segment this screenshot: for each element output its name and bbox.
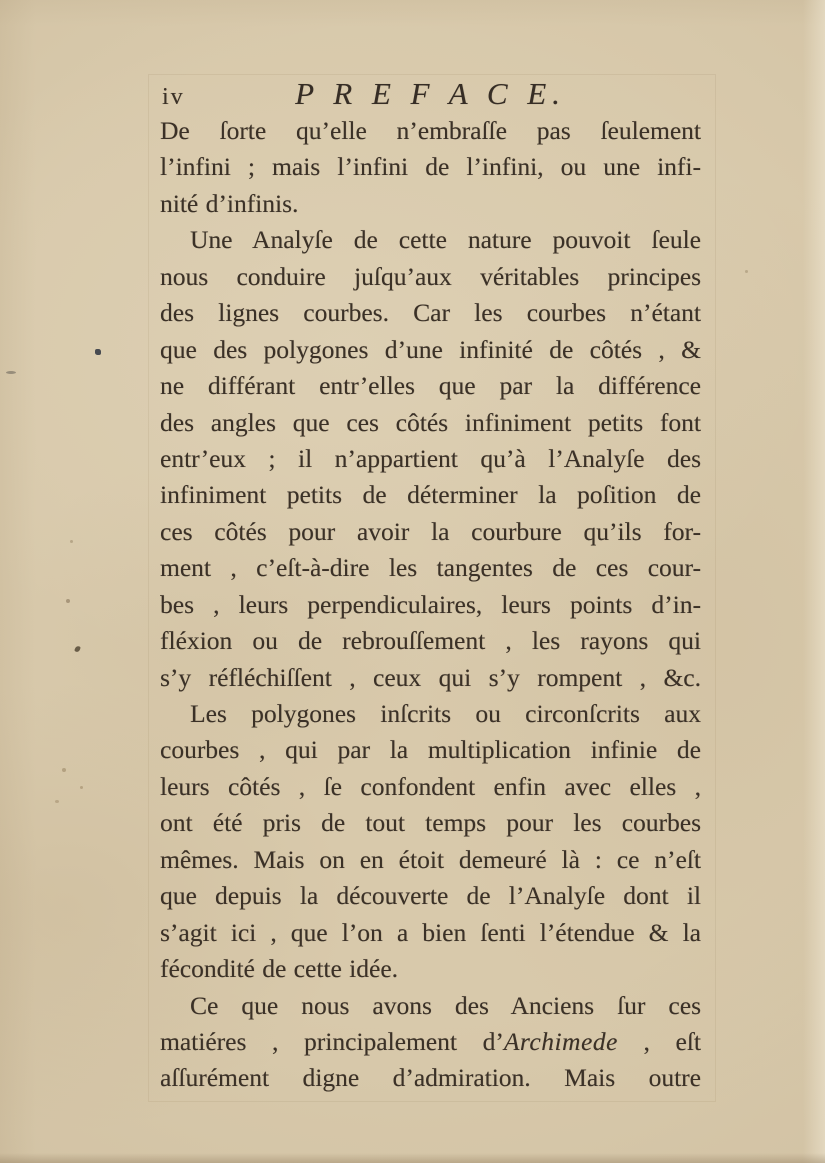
text-line: [160, 696, 701, 732]
text-segment: nous conduire juſqu’aux véritables principes: [160, 261, 701, 291]
text-line: [160, 222, 701, 258]
text-segment: fléxion ou de rebrouſſement , les rayons qui: [160, 626, 701, 656]
page-title: P R E F A C E.: [295, 76, 566, 111]
text-line: [160, 660, 701, 696]
text-line: [160, 477, 701, 513]
page-header: [160, 76, 701, 116]
page-number: iv: [162, 84, 185, 110]
paper-speck: [80, 786, 83, 789]
text-segment: ment , c’eſt-à-dire les tangentes de ces cour-: [160, 553, 701, 583]
text-line: [160, 186, 701, 222]
ink-speck: [74, 645, 81, 652]
text-line: [160, 514, 701, 550]
text-segment: leurs côtés , ſe confondent enfin avec elles ,: [160, 771, 701, 801]
paper-speck: [55, 800, 59, 803]
text-segment: des lignes courbes. Car les courbes n’étant: [160, 298, 701, 328]
text-line: [160, 550, 701, 586]
text-segment: que depuis la découverte de l’Analyſe dont il: [160, 881, 701, 911]
text-segment: que des polygones d’une infinité de côtés , &: [160, 334, 701, 364]
text-line: [160, 587, 701, 623]
text-segment: s’agit ici , que l’on a bien ſenti l’étendue & la: [160, 917, 701, 947]
text-body: [160, 113, 701, 1097]
paper-speck: [70, 540, 73, 543]
ink-speck: [95, 349, 101, 355]
text-line: [160, 1060, 701, 1096]
text-line: [160, 149, 701, 185]
text-line: [160, 368, 701, 404]
text-segment: ont été pris de tout temps pour les courbes: [160, 808, 701, 838]
italic-text-segment: Archimede: [503, 1026, 618, 1056]
text-segment: matiéres , principalement d’: [160, 1026, 504, 1056]
text-line: [160, 988, 701, 1024]
text-segment: fécondité de cette idée.: [160, 954, 399, 984]
text-line: [160, 113, 701, 149]
text-segment: , eſt: [617, 1026, 701, 1056]
text-line: [160, 842, 701, 878]
text-line: [160, 951, 701, 987]
paper-speck: [62, 768, 66, 772]
text-line: [160, 769, 701, 805]
text-segment: ces côtés pour avoir la courbure qu’ils for-: [160, 516, 701, 546]
text-segment: aſſurément digne d’admiration. Mais outre: [160, 1063, 701, 1093]
text-segment: De ſorte qu’elle n’embraſſe pas ſeulement: [160, 116, 701, 145]
text-segment: bes , leurs perpendiculaires, leurs points d’in-: [160, 589, 701, 619]
text-line: [160, 332, 701, 368]
text-line: [160, 295, 701, 331]
text-segment: des angles que ces côtés infiniment petits font: [160, 407, 701, 437]
paper-speck: [6, 371, 16, 374]
text-segment: nité d’infinis.: [160, 188, 299, 218]
paper-speck: [66, 599, 70, 603]
text-segment: Une Analyſe de cette nature pouvoit ſeule: [190, 225, 701, 255]
text-segment: courbes , qui par la multiplication infinie de: [160, 735, 701, 765]
text-line: [160, 441, 701, 477]
text-segment: infiniment petits de déterminer la poſition de: [160, 480, 701, 510]
text-segment: mêmes. Mais on en étoit demeuré là : ce n’eſt: [160, 844, 701, 874]
text-line: [160, 732, 701, 768]
text-line: [160, 805, 701, 841]
text-line: [160, 1024, 701, 1060]
text-line: [160, 405, 701, 441]
text-segment: Les polygones inſcrits ou circonſcrits aux: [190, 699, 701, 728]
text-line: [160, 915, 701, 951]
text-line: [160, 623, 701, 659]
text-line: [160, 878, 701, 914]
text-segment: l’infini ; mais l’infini de l’infini, ou une infi-: [160, 152, 701, 182]
paper-speck: [745, 270, 748, 273]
text-segment: Ce que nous avons des Anciens ſur ces: [190, 990, 701, 1020]
text-segment: ne différant entr’elles que par la différence: [160, 371, 701, 401]
text-segment: entr’eux ; il n’appartient qu’à l’Analyſe des: [160, 443, 701, 473]
text-segment: s’y réfléchiſſent , ceux qui s’y rompent , &c.: [160, 662, 701, 692]
text-line: [160, 259, 701, 295]
